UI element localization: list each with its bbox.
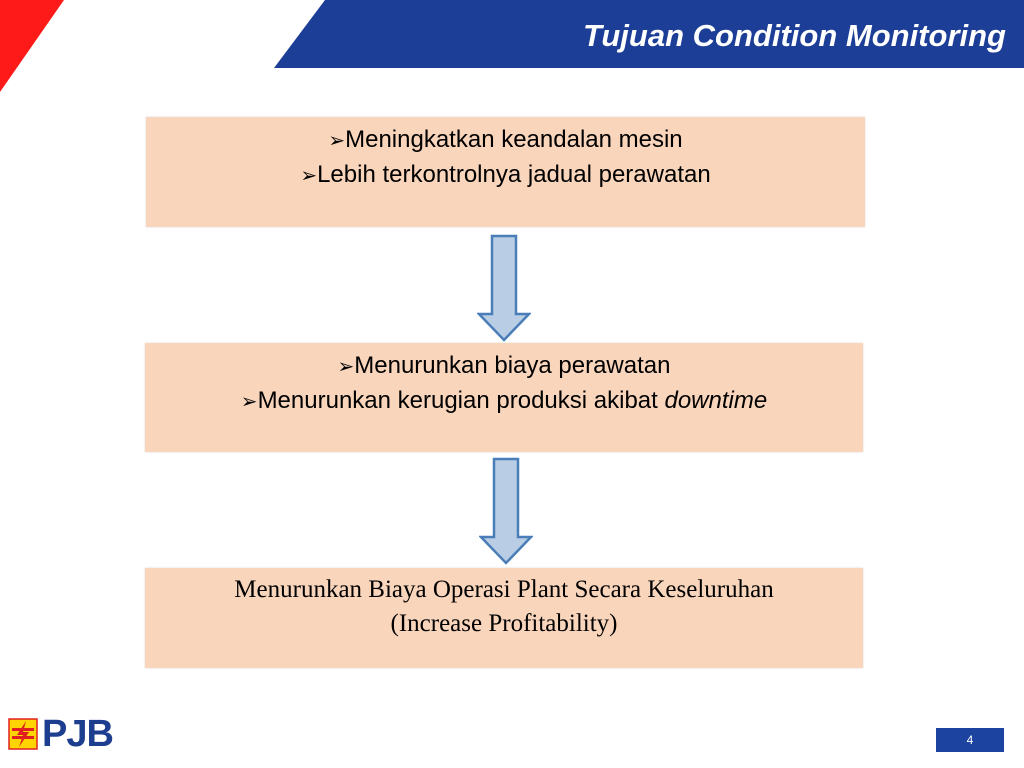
arrow-bullet-icon: ➢ <box>328 130 346 152</box>
step-3-line-2: (Increase Profitability) <box>390 610 618 637</box>
arrow-bullet-icon: ➢ <box>337 356 355 378</box>
pjb-logo-icon <box>8 718 38 760</box>
pjb-logo-text: PJB <box>42 713 113 755</box>
arrow-bullet-icon: ➢ <box>300 165 318 187</box>
step-2-item-1: ➢Menurunkan biaya perawatan <box>337 352 671 379</box>
step-box-2 <box>145 343 863 452</box>
slide-title: Tujuan Condition Monitoring <box>583 18 1006 53</box>
step-box-3 <box>145 568 863 668</box>
page-number: 4 <box>936 728 1004 752</box>
arrow-bullet-icon: ➢ <box>240 391 258 413</box>
step-1-item-2: ➢Lebih terkontrolnya jadual perawatan <box>300 161 711 188</box>
step-1-item-1: ➢Meningkatkan keandalan mesin <box>328 126 683 153</box>
step-3-line-1: Menurunkan Biaya Operasi Plant Secara Keseluruhan <box>234 576 774 603</box>
down-arrow-icon <box>477 234 531 342</box>
downtime-emphasis: downtime <box>664 387 768 414</box>
step-box-1 <box>146 117 865 227</box>
step-2-item-2: ➢Menurunkan kerugian produksi akibat downtime <box>240 387 768 414</box>
down-arrow-icon <box>479 457 533 565</box>
